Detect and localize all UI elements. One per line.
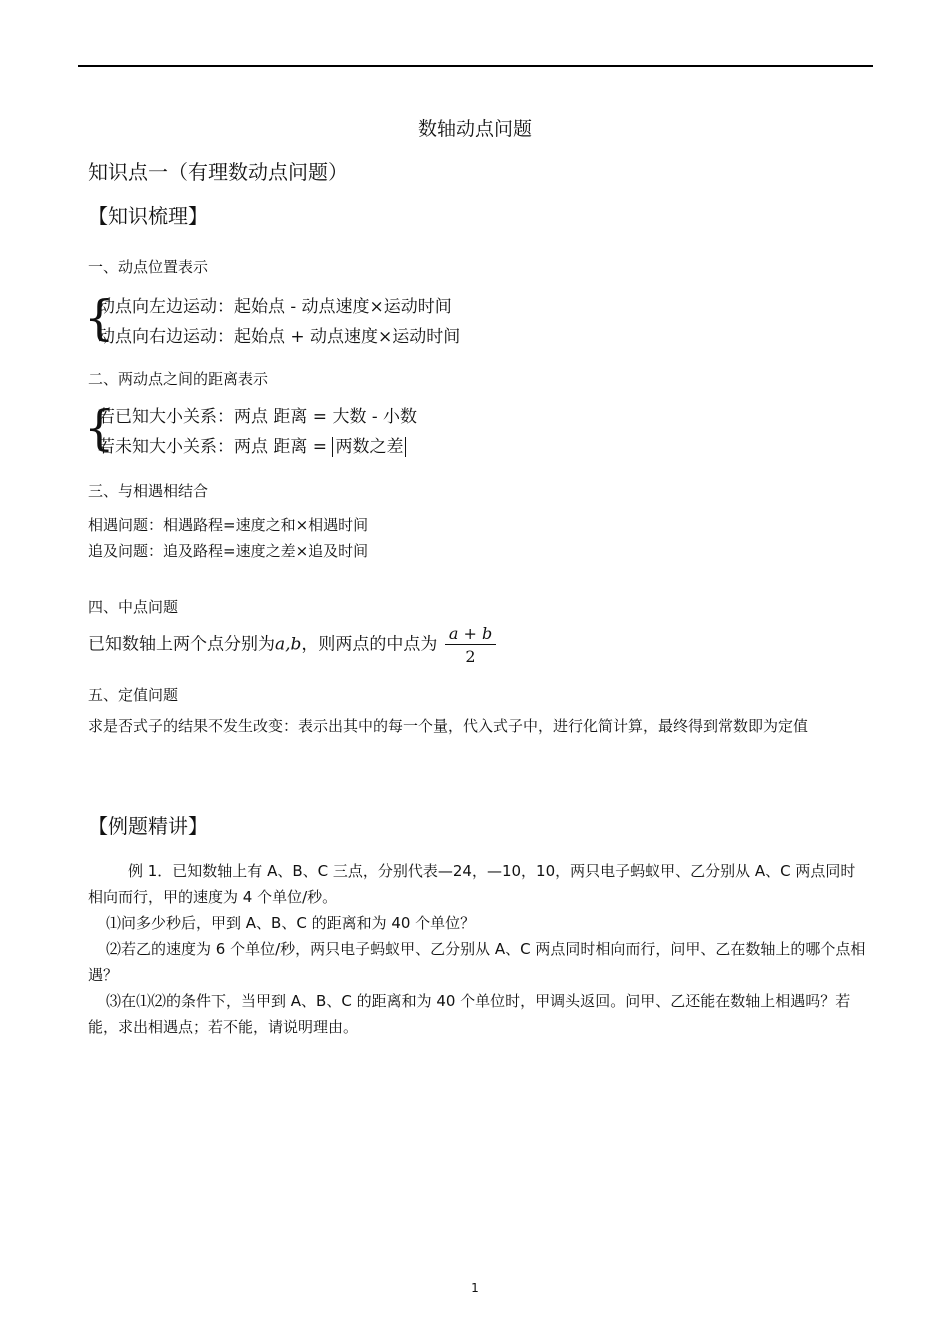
formula-unknown-order-prefix: 若未知大小关系：两点 距离 = bbox=[98, 437, 328, 457]
left-brace-icon: { bbox=[84, 290, 115, 346]
formula-move-right: 动点向右边运动：起始点 + 动点速度×运动时间 bbox=[98, 327, 461, 347]
midpoint-text: 已知数轴上两个点分别为 bbox=[88, 634, 275, 655]
midpoint-fraction bbox=[445, 624, 496, 666]
midpoint-formula bbox=[88, 624, 496, 666]
fraction-numerator: a + b bbox=[445, 624, 496, 645]
section-5-title: 五、定值问题 bbox=[88, 686, 179, 704]
example-1-intro: 例 1．已知数轴上有 A、B、C 三点，分别代表—24，—10，10，两只电子蚂蚁甲、乙分别从 A、C 两点同时相向而行，甲的速度为 4 个单位/秒。 bbox=[88, 862, 856, 906]
header-rule bbox=[78, 65, 873, 67]
section-heading-knowledge-summary: 【知识梳理】 bbox=[88, 204, 208, 228]
constant-value-description: 求是否式子的结果不发生改变：表示出其中的每一个量，代入式子中，进行化简计算，最终得到常数即为定值 bbox=[88, 717, 809, 735]
example-1-question-2: ⑵若乙的速度为 6 个单位/秒，两只电子蚂蚁甲、乙分别从 A、C 两点同时相向而行，问甲、乙在数轴上的哪个点相遇？ bbox=[88, 940, 866, 984]
section-1-title: 一、动点位置表示 bbox=[88, 258, 209, 276]
example-1-question-1: ⑴问多少秒后，甲到 A、B、C 的距离和为 40 个单位？ bbox=[106, 914, 476, 932]
midpoint-text-2: ，则两点的中点为 bbox=[301, 634, 438, 655]
section-2-title: 二、两动点之间的距离表示 bbox=[88, 370, 269, 388]
midpoint-vars: a,b bbox=[275, 634, 302, 655]
example-1-question-3: ⑶在⑴⑵的条件下，当甲到 A、B、C 的距离和为 40 个单位时，甲调头返回。问甲、乙还能在数轴上相遇吗？若能，求出相遇点；若不能，请说明理由。 bbox=[88, 992, 851, 1036]
chasing-problem-formula: 追及问题：追及路程=速度之差×追及时间 bbox=[88, 542, 369, 560]
formula-known-order-distance: 若已知大小关系：两点 距离 = 大数 - 小数 bbox=[98, 407, 418, 427]
section-heading-examples: 【例题精讲】 bbox=[88, 814, 208, 838]
meeting-problem-formula: 相遇问题：相遇路程=速度之和×相遇时间 bbox=[88, 516, 369, 534]
section-4-title: 四、中点问题 bbox=[88, 598, 179, 616]
fraction-denominator: 2 bbox=[465, 647, 476, 666]
section-3-title: 三、与相遇相结合 bbox=[88, 482, 209, 500]
formula-move-left: 动点向左边运动：起始点 - 动点速度×运动时间 bbox=[98, 297, 452, 317]
formula-unknown-order-distance bbox=[98, 432, 406, 457]
page-title: 数轴动点问题 bbox=[417, 118, 532, 140]
absolute-value-expression: 两数之差 bbox=[332, 437, 406, 457]
page-number: 1 bbox=[471, 1281, 479, 1295]
left-brace-icon: { bbox=[84, 400, 115, 456]
section-heading-knowledge-point-1: 知识点一（有理数动点问题） bbox=[88, 160, 348, 184]
